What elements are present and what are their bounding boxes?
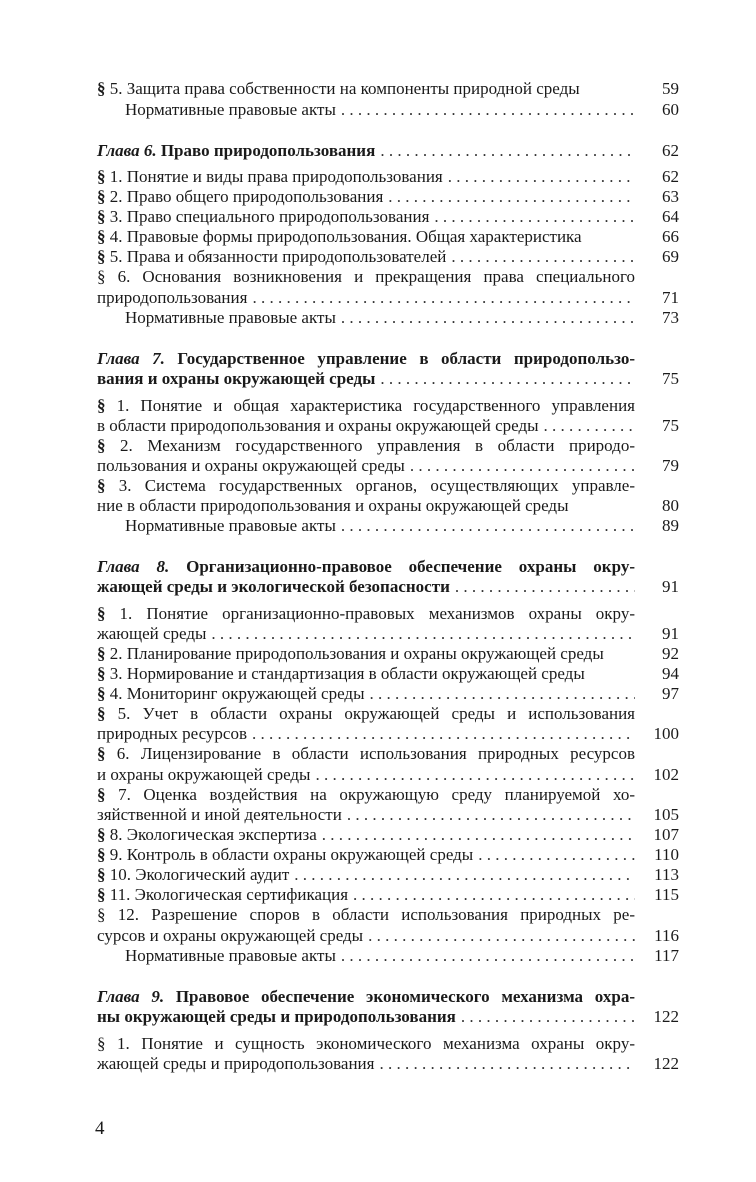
toc-entry-text: вания и охраны окружающей среды xyxy=(97,369,376,388)
toc-entry-text: зяйственной и иной деятельности xyxy=(97,805,342,824)
page-number: 4 xyxy=(95,1118,105,1139)
toc-entry-text-line: § 12. Разрешение споров в области использования природных ре- xyxy=(97,905,635,924)
toc-page-number: 122 xyxy=(653,1007,679,1026)
toc-chapter-heading xyxy=(97,577,679,597)
toc-entry-normative-acts xyxy=(125,516,679,536)
toc-page-number: 62 xyxy=(662,167,679,186)
toc-leader-dots xyxy=(322,825,635,845)
toc-entry-text: § 1. Понятие и виды права природопользования xyxy=(97,167,443,186)
section-sign: § xyxy=(97,167,106,186)
toc-page-number: 115 xyxy=(654,885,679,904)
toc-leader-dots xyxy=(341,516,635,536)
toc-entry xyxy=(97,624,679,644)
toc-page-number: 107 xyxy=(653,825,679,844)
section-sign: § xyxy=(97,207,106,226)
toc-entry xyxy=(97,288,679,308)
toc-entry-text-line: § 7. Оценка воздействия на окружающую среду планируемой хо- xyxy=(97,785,635,804)
toc-leader-dots xyxy=(455,577,635,597)
toc-entry-text: жающей среды и экологической безопасности xyxy=(97,577,450,596)
toc-entry xyxy=(97,825,679,845)
toc-leader-dots xyxy=(368,926,635,946)
toc-leader-dots xyxy=(451,247,635,267)
section-sign: § xyxy=(97,905,106,924)
toc-entry-text-line: § 3. Система государственных органов, осуществляющих управле- xyxy=(97,476,635,495)
toc-entry-text-line: § 1. Понятие и общая характеристика государственного управления xyxy=(97,396,635,415)
toc-leader-dots xyxy=(252,288,635,308)
section-sign: § xyxy=(97,704,106,723)
toc-entry-text: Глава 6. Право природопользования xyxy=(97,141,376,160)
toc-entry-text-line: § 6. Основания возникновения и прекращения права специального xyxy=(97,267,635,286)
toc-entry xyxy=(97,805,679,825)
toc-entry xyxy=(97,644,679,664)
toc-page-number: 97 xyxy=(662,684,679,703)
chapter-label: Глава 7. xyxy=(97,349,165,368)
toc-leader-dots xyxy=(544,416,635,436)
toc-page-number: 59 xyxy=(662,79,679,98)
toc-page-number: 89 xyxy=(662,516,679,535)
toc-page-number: 71 xyxy=(662,288,679,307)
toc-entry xyxy=(97,227,679,247)
toc-entry xyxy=(97,456,679,476)
toc-chapter-heading: Глава 8. Организационно-правовое обеспечение охраны окру- xyxy=(97,557,635,576)
toc-entry-text: § 10. Экологический аудит xyxy=(97,865,290,884)
toc-leader-dots xyxy=(388,187,635,207)
toc-entry xyxy=(97,865,679,885)
toc-entry-text-line: § 1. Понятие и сущность экономического механизма охраны окру- xyxy=(97,1034,635,1053)
chapter-label: Глава 8. xyxy=(97,557,170,576)
toc-leader-dots xyxy=(353,885,635,905)
toc-leader-dots xyxy=(369,684,635,704)
toc-entry-normative-acts xyxy=(125,100,679,120)
toc-page-number: 91 xyxy=(662,624,679,643)
toc-entry xyxy=(97,885,679,905)
chapter-label: Глава 6. xyxy=(97,141,157,160)
toc-page-number: 80 xyxy=(662,496,679,515)
toc-chapter-heading: Глава 7. Государственное управление в области природопользо- xyxy=(97,349,635,368)
toc-entry-text: § 2. Планирование природопользования и охраны окружающей среды xyxy=(97,644,604,663)
toc-entry-text: Нормативные правовые акты xyxy=(125,946,336,965)
toc-entry-text: Нормативные правовые акты xyxy=(125,516,336,535)
toc-leader-dots xyxy=(341,100,635,120)
toc-entry xyxy=(97,1054,679,1074)
toc-entry-text: природных ресурсов xyxy=(97,724,247,743)
toc-entry xyxy=(97,684,679,704)
section-sign: § xyxy=(97,604,106,623)
toc-page-number: 116 xyxy=(654,926,679,945)
toc-entry-text: Нормативные правовые акты xyxy=(125,100,336,119)
toc-leader-dots xyxy=(434,207,635,227)
toc-chapter-heading xyxy=(97,141,679,161)
toc-page-number: 64 xyxy=(662,207,679,226)
toc-leader-dots xyxy=(379,1054,635,1074)
toc-entry-text-line: § 6. Лицензирование в области использования природных ресурсов xyxy=(97,744,635,763)
toc-entry xyxy=(97,765,679,785)
section-sign: § xyxy=(97,885,106,904)
section-sign: § xyxy=(97,825,106,844)
toc-entry-text: ны окружающей среды и природопользования xyxy=(97,1007,456,1026)
toc-page-number: 60 xyxy=(662,100,679,119)
toc-leader-dots xyxy=(341,946,635,966)
section-sign: § xyxy=(97,644,106,663)
toc-chapter-heading xyxy=(97,369,679,389)
toc-entry xyxy=(97,167,679,187)
toc-page-number: 110 xyxy=(654,845,679,864)
toc-leader-dots xyxy=(252,724,635,744)
toc-page-number: 73 xyxy=(662,308,679,327)
section-sign: § xyxy=(97,684,106,703)
toc-entry-text: ние в области природопользования и охраны окружающей среды xyxy=(97,496,569,515)
section-sign: § xyxy=(97,744,106,763)
toc-entry xyxy=(97,79,679,99)
toc-entry xyxy=(97,845,679,865)
toc-entry xyxy=(97,416,679,436)
toc-page-number: 75 xyxy=(662,416,679,435)
toc-leader-dots xyxy=(315,765,635,785)
toc-entry-text-line: § 1. Понятие организационно-правовых механизмов охраны окру- xyxy=(97,604,635,623)
toc-entry-text: § 4. Правовые формы природопользования. Общая характеристика xyxy=(97,227,582,246)
toc-entry xyxy=(97,664,679,684)
section-sign: § xyxy=(97,476,106,495)
toc-page-number: 94 xyxy=(662,664,679,683)
section-sign: § xyxy=(97,436,106,455)
toc-entry-text-line: § 2. Механизм государственного управления в области природо- xyxy=(97,436,635,455)
toc-entry-text: жающей среды xyxy=(97,624,207,643)
toc-entry xyxy=(97,724,679,744)
section-sign: § xyxy=(97,865,106,884)
toc-leader-dots xyxy=(380,369,635,389)
toc-page-number: 79 xyxy=(662,456,679,475)
toc-entry xyxy=(97,926,679,946)
toc-entry-text: § 4. Мониторинг окружающей среды xyxy=(97,684,365,703)
toc-entry-normative-acts xyxy=(125,946,679,966)
section-sign: § xyxy=(97,247,106,266)
section-sign: § xyxy=(97,396,106,415)
toc-entry-text: § 3. Право специального природопользования xyxy=(97,207,430,226)
section-sign: § xyxy=(97,227,106,246)
toc-leader-dots xyxy=(478,845,635,865)
toc-page-number: 122 xyxy=(653,1054,679,1073)
toc-entry-text: и охраны окружающей среды xyxy=(97,765,311,784)
toc-entry-text: § 5. Права и обязанности природопользователей xyxy=(97,247,447,266)
toc-page-number: 113 xyxy=(654,865,679,884)
toc-entry xyxy=(97,496,679,516)
toc-page-number: 66 xyxy=(662,227,679,246)
toc-leader-dots xyxy=(410,456,635,476)
toc-chapter-heading xyxy=(97,1007,679,1027)
toc-page-number: 100 xyxy=(653,724,679,743)
section-sign: § xyxy=(97,845,106,864)
toc-entry-text: жающей среды и природопользования xyxy=(97,1054,375,1073)
toc-entry-text: пользования и охраны окружающей среды xyxy=(97,456,405,475)
toc-page-number: 63 xyxy=(662,187,679,206)
toc-page-number: 117 xyxy=(654,946,679,965)
toc-entry xyxy=(97,187,679,207)
toc-entry-text: § 11. Экологическая сертификация xyxy=(97,885,349,904)
section-sign: § xyxy=(97,1034,106,1053)
toc-page-number: 75 xyxy=(662,369,679,388)
toc-entry-text: § 3. Нормирование и стандартизация в области окружающей среды xyxy=(97,664,585,683)
section-sign: § xyxy=(97,79,106,98)
toc-entry-text: § 5. Защита права собственности на компоненты природной среды xyxy=(97,79,580,98)
toc-leader-dots xyxy=(211,624,635,644)
toc-leader-dots xyxy=(347,805,635,825)
toc-page-number: 62 xyxy=(662,141,679,160)
toc-leader-dots xyxy=(461,1007,635,1027)
toc-entry-text: § 9. Контроль в области охраны окружающей среды xyxy=(97,845,474,864)
toc-entry-text: Нормативные правовые акты xyxy=(125,308,336,327)
toc-entry xyxy=(97,247,679,267)
toc-leader-dots xyxy=(380,141,635,161)
toc-chapter-heading: Глава 9. Правовое обеспечение экономического механизма охра- xyxy=(97,987,635,1006)
toc-leader-dots xyxy=(341,308,635,328)
toc-entry-text: в области природопользования и охраны окружающей среды xyxy=(97,416,539,435)
toc-page-number: 105 xyxy=(653,805,679,824)
toc-entry-normative-acts xyxy=(125,308,679,328)
toc-leader-dots xyxy=(448,167,635,187)
toc-page-number: 92 xyxy=(662,644,679,663)
toc-leader-dots xyxy=(294,865,635,885)
section-sign: § xyxy=(97,267,106,286)
toc-page-number: 91 xyxy=(662,577,679,596)
toc-entry-text: сурсов и охраны окружающей среды xyxy=(97,926,364,945)
toc-entry-text: § 8. Экологическая экспертиза xyxy=(97,825,317,844)
section-sign: § xyxy=(97,664,106,683)
section-sign: § xyxy=(97,187,106,206)
toc-page-number: 69 xyxy=(662,247,679,266)
section-sign: § xyxy=(97,785,106,804)
toc-entry-text: природопользования xyxy=(97,288,248,307)
chapter-label: Глава 9. xyxy=(97,987,165,1006)
toc-entry xyxy=(97,207,679,227)
toc-page-number: 102 xyxy=(653,765,679,784)
toc-entry-text: § 2. Право общего природопользования xyxy=(97,187,384,206)
toc-entry-text-line: § 5. Учет в области охраны окружающей среды и использования xyxy=(97,704,635,723)
